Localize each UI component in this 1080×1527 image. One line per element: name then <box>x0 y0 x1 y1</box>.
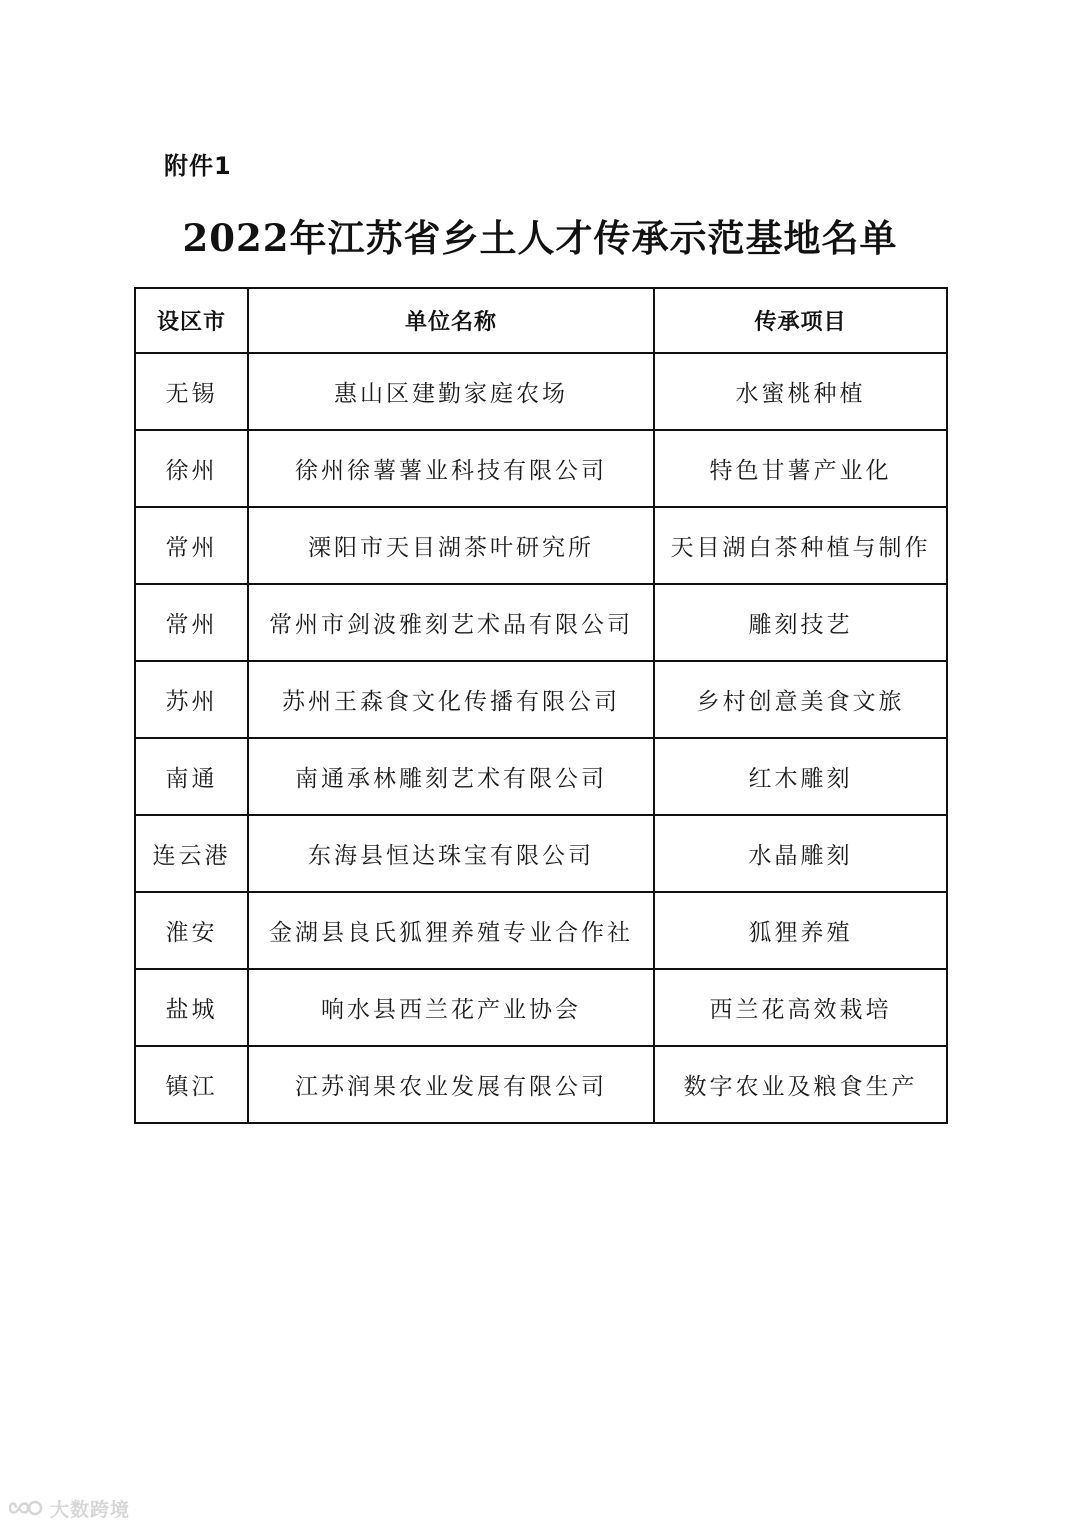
cell-city: 常州 <box>135 507 248 584</box>
table-row <box>135 969 947 1046</box>
cell-project: 狐狸养殖 <box>654 892 947 969</box>
cell-project: 特色甘薯产业化 <box>654 430 947 507</box>
watermark <box>6 1494 130 1522</box>
table-row <box>135 892 947 969</box>
cell-city: 徐州 <box>135 430 248 507</box>
cell-city: 淮安 <box>135 892 248 969</box>
cell-city: 南通 <box>135 738 248 815</box>
cell-unit-name: 响水县西兰花产业协会 <box>248 969 654 1046</box>
table-row <box>135 430 947 507</box>
cell-project: 雕刻技艺 <box>654 584 947 661</box>
cell-project: 红木雕刻 <box>654 738 947 815</box>
cell-city: 镇江 <box>135 1046 248 1123</box>
header-project: 传承项目 <box>654 288 947 353</box>
table-row <box>135 584 947 661</box>
table-header-row <box>135 288 947 353</box>
cell-unit-name: 金湖县良氏狐狸养殖专业合作社 <box>248 892 654 969</box>
cell-unit-name: 东海县恒达珠宝有限公司 <box>248 815 654 892</box>
cell-city: 盐城 <box>135 969 248 1046</box>
header-unit-name: 单位名称 <box>248 288 654 353</box>
cell-unit-name: 溧阳市天目湖茶叶研究所 <box>248 507 654 584</box>
infinity-logo-icon <box>6 1497 46 1519</box>
cell-project: 西兰花高效栽培 <box>654 969 947 1046</box>
table-row <box>135 353 947 430</box>
attachment-label: 附件1 <box>164 152 232 180</box>
document-title: 2022年江苏省乡土人才传承示范基地名单 <box>182 216 898 260</box>
table-row <box>135 507 947 584</box>
table-row <box>135 661 947 738</box>
cell-unit-name: 惠山区建勤家庭农场 <box>248 353 654 430</box>
base-list-table <box>134 287 948 1124</box>
cell-unit-name: 徐州徐薯薯业科技有限公司 <box>248 430 654 507</box>
cell-city: 常州 <box>135 584 248 661</box>
cell-city: 苏州 <box>135 661 248 738</box>
table-row <box>135 815 947 892</box>
table-row <box>135 738 947 815</box>
header-city: 设区市 <box>135 288 248 353</box>
cell-project: 水蜜桃种植 <box>654 353 947 430</box>
cell-project: 数字农业及粮食生产 <box>654 1046 947 1123</box>
watermark-text: 大数跨境 <box>50 1498 131 1521</box>
cell-city: 无锡 <box>135 353 248 430</box>
cell-project: 天目湖白茶种植与制作 <box>654 507 947 584</box>
cell-project: 乡村创意美食文旅 <box>654 661 947 738</box>
table-row <box>135 1046 947 1123</box>
cell-unit-name: 苏州王森食文化传播有限公司 <box>248 661 654 738</box>
cell-unit-name: 南通承林雕刻艺术有限公司 <box>248 738 654 815</box>
cell-project: 水晶雕刻 <box>654 815 947 892</box>
cell-unit-name: 江苏润果农业发展有限公司 <box>248 1046 654 1123</box>
cell-city: 连云港 <box>135 815 248 892</box>
cell-unit-name: 常州市剑波雅刻艺术品有限公司 <box>248 584 654 661</box>
